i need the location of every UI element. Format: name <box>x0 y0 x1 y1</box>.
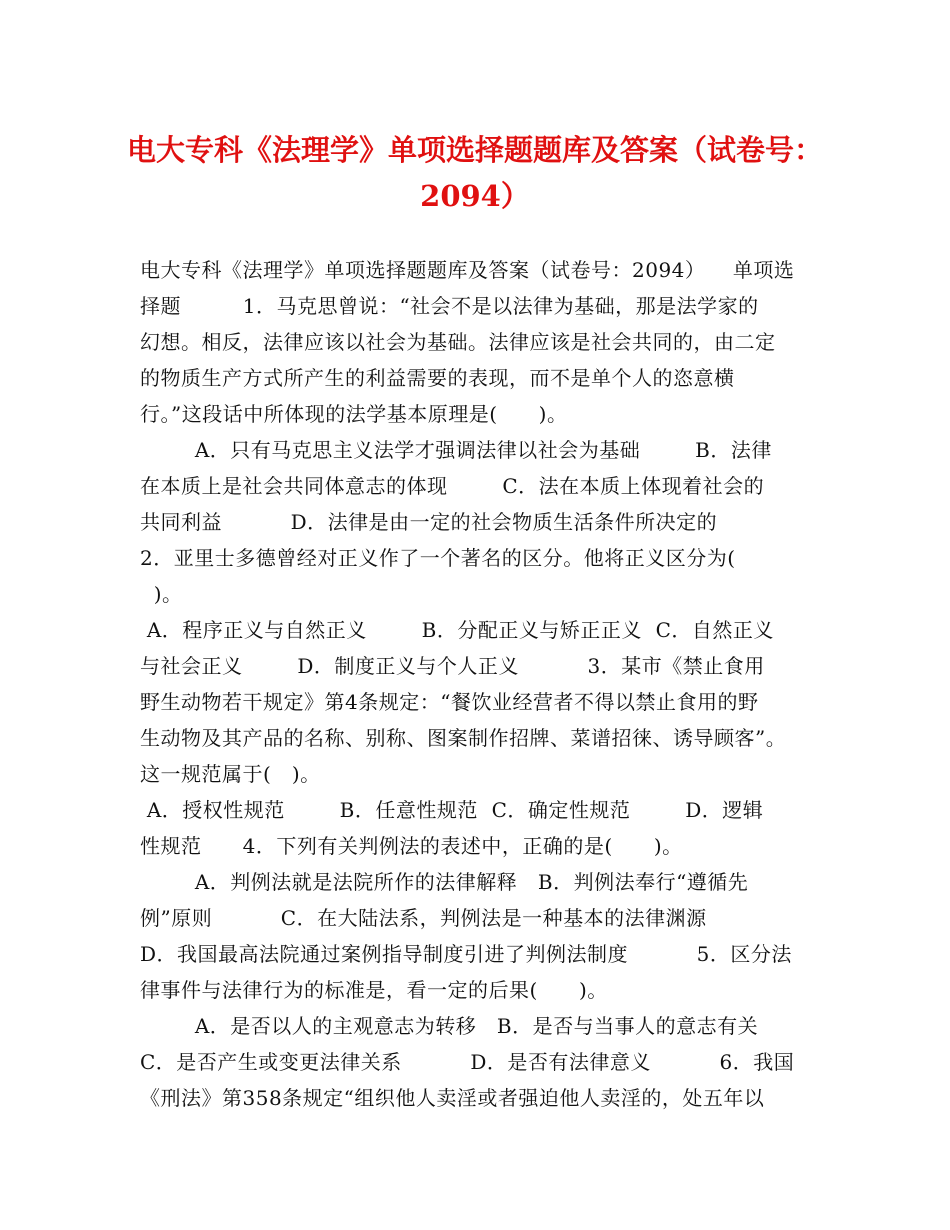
body-line: 共同利益 D．法律是由一定的社会物质生活条件所决定的 <box>140 510 718 534</box>
body-line: A．是否以人的主观意志为转移 B．是否与当事人的意志有关 <box>140 1014 759 1038</box>
body-line: 生动物及其产品的名称、别称、图案制作招牌、菜谱招徕、诱导顾客”。 <box>140 726 787 750</box>
body-line: 电大专科《法理学》单项选择题题库及答案（试卷号：2094） 单项选 <box>140 258 795 282</box>
document-title <box>100 127 850 219</box>
body-line: 幻想。相反，法律应该以社会为基础。法律应该是社会共同的，由二定 <box>140 330 776 354</box>
body-line: 《刑法》第358条规定“组织他人卖淫或者强迫他人卖淫的，处五年以 <box>140 1086 765 1110</box>
body-line: 律事件与法律行为的标准是，看一定的后果( )。 <box>140 978 608 1002</box>
body-line: 2．亚里士多德曾经对正义作了一个著名的区分。他将正义区分为( <box>140 546 736 570</box>
body-line: 的物质生产方式所产生的利益需要的表现，而不是单个人的恣意横 <box>140 366 735 390</box>
title-line-2: 2094） <box>420 179 530 213</box>
body-line: A．判例法就是法院所作的法律解释 B．判例法奉行“遵循先 <box>140 870 749 894</box>
body-line: C．是否产生或变更法律关系 D．是否有法律意义 6．我国 <box>140 1050 795 1074</box>
body-line: 野生动物若干规定》第4条规定：“餐饮业经营者不得以禁止食用的野 <box>140 690 759 714</box>
body-line: 性规范 4．下列有关判例法的表述中，正确的是( )。 <box>140 834 683 858</box>
body-line: 例”原则 C．在大陆法系，判例法是一种基本的法律渊源 <box>140 906 707 930</box>
body-line: A．授权性规范 B．任意性规范 C．确定性规范 D．逻辑 <box>140 798 764 822</box>
body-line: D．我国最高法院通过案例指导制度引进了判例法制度 5．区分法 <box>140 942 792 966</box>
body-line: )。 <box>140 582 183 606</box>
body-line: A．只有马克思主义法学才强调法律以社会为基础 B．法律 <box>140 438 772 462</box>
body-line: 在本质上是社会共同体意志的体现 C．法在本质上体现着社会的 <box>140 474 765 498</box>
body-line: 与社会正义 D．制度正义与个人正义 3．某市《禁止食用 <box>140 654 765 678</box>
title-line-1: 电大专科《法理学》单项选择题题库及答案（试卷号： <box>126 133 823 167</box>
body-line: 择题 1．马克思曾说：“社会不是以法律为基础，那是法学家的 <box>140 294 759 318</box>
body-line: 行。”这段话中所体现的法学基本原理是( )。 <box>140 402 568 426</box>
body-line: 这一规范属于( )。 <box>140 762 321 786</box>
body-line: A．程序正义与自然正义 B．分配正义与矫正正义 C．自然正义 <box>140 618 774 642</box>
